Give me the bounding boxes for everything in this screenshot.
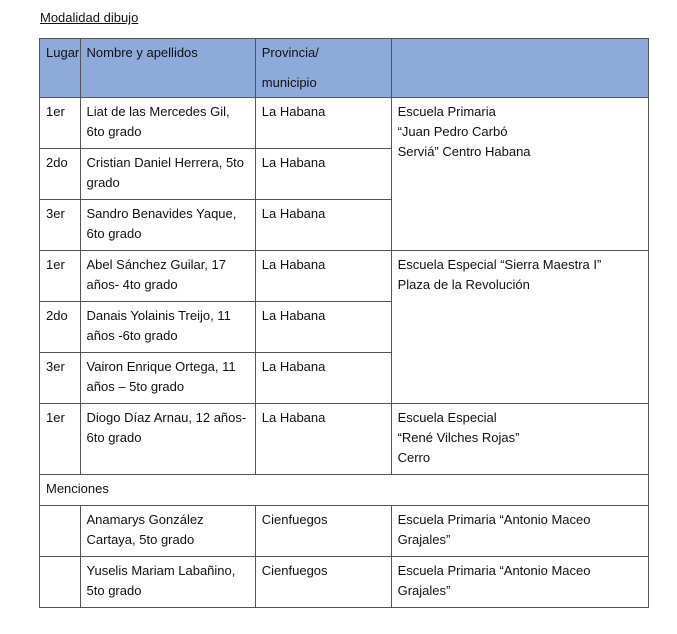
menciones-row [40, 475, 649, 506]
school-line: “Juan Pedro Carbó [397, 124, 508, 139]
cell-lugar: 2do [40, 302, 81, 353]
cell-nombre: Yuselis Mariam Labañino, 5to grado [80, 557, 255, 608]
document-title: Modalidad dibujo [40, 10, 139, 25]
cell-provincia: Cienfuegos [255, 506, 391, 557]
cell-nombre: Anamarys González Cartaya, 5to grado [80, 506, 255, 557]
cell-lugar [40, 506, 81, 557]
awards-table [39, 38, 649, 608]
cell-lugar: 3er [40, 353, 81, 404]
cell-escuela: Escuela Primaria “Antonio Maceo Grajales” [391, 557, 648, 608]
school-line: Escuela Primaria [397, 104, 496, 119]
cell-nombre: Abel Sánchez Guilar, 17 años- 4to grado [80, 251, 255, 302]
header-provincia-line1: Provincia/ [261, 45, 319, 60]
school-line: Serviá” Centro Habana [397, 144, 531, 159]
cell-nombre: Sandro Benavides Yaque, 6to grado [80, 200, 255, 251]
cell-provincia: La Habana [255, 98, 391, 149]
table-row [40, 506, 649, 557]
school-line: Cerro [397, 450, 431, 465]
table-row [40, 557, 649, 608]
cell-nombre: Danais Yolainis Treijo, 11 años -6to grado [80, 302, 255, 353]
cell-escuela [391, 251, 648, 404]
header-lugar: Lugar [40, 39, 81, 98]
table-row [40, 98, 649, 149]
cell-lugar: 1er [40, 251, 81, 302]
school-line: Escuela Especial [397, 410, 497, 425]
school-line: Plaza de la Revolución [397, 277, 530, 292]
cell-lugar: 1er [40, 404, 81, 475]
cell-nombre: Cristian Daniel Herrera, 5to grado [80, 149, 255, 200]
cell-provincia: La Habana [255, 200, 391, 251]
table-row [40, 404, 649, 475]
cell-lugar: 2do [40, 149, 81, 200]
header-provincia [255, 39, 391, 98]
school-line: Escuela Especial “Sierra Maestra I” [397, 257, 602, 272]
cell-lugar: 1er [40, 98, 81, 149]
header-provincia-line2: municipio [261, 75, 317, 90]
cell-provincia: La Habana [255, 302, 391, 353]
cell-lugar: 3er [40, 200, 81, 251]
cell-provincia: La Habana [255, 353, 391, 404]
table-row [40, 251, 649, 302]
cell-nombre: Vairon Enrique Ortega, 11 años – 5to grado [80, 353, 255, 404]
cell-nombre: Liat de las Mercedes Gil, 6to grado [80, 98, 255, 149]
cell-escuela: Escuela Primaria “Antonio Maceo Grajales” [391, 506, 648, 557]
cell-escuela [391, 404, 648, 475]
table-header-row [40, 39, 649, 98]
cell-lugar [40, 557, 81, 608]
cell-provincia: Cienfuegos [255, 557, 391, 608]
header-nombre: Nombre y apellidos [80, 39, 255, 98]
menciones-label: Menciones [40, 475, 649, 506]
cell-provincia: La Habana [255, 149, 391, 200]
cell-escuela [391, 98, 648, 251]
cell-provincia: La Habana [255, 404, 391, 475]
school-line: “René Vilches Rojas” [397, 430, 520, 445]
cell-provincia: La Habana [255, 251, 391, 302]
cell-nombre: Diogo Díaz Arnau, 12 años-6to grado [80, 404, 255, 475]
header-escuela [391, 39, 648, 98]
